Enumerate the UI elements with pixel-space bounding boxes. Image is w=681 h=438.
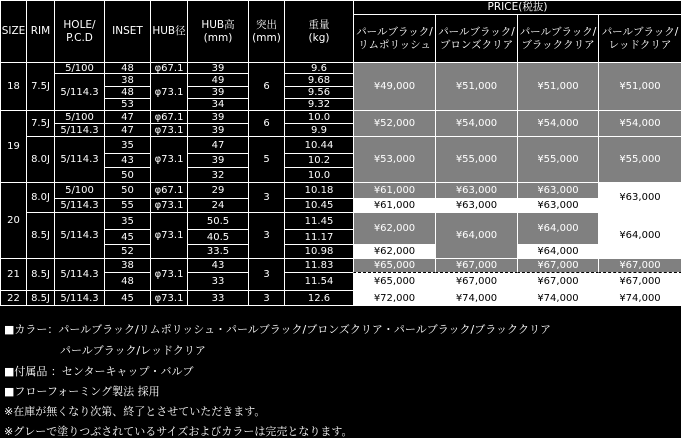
hub-height-cell: 43 [187, 258, 249, 273]
size-22: 22 [0, 290, 27, 306]
hub-diameter-cell: φ73.1 [150, 212, 188, 259]
weight-cell: 9.9 [284, 123, 354, 137]
note-stock: ※在庫が無くなり次第、終了とさせていただきます。 [4, 405, 266, 418]
hub-height-cell: 50.5 [187, 212, 249, 230]
pcd-cell: 5/114.3 [54, 290, 105, 306]
hub-height-cell: 39 [187, 123, 249, 137]
price-20a-r2-c1: ¥61,000 [353, 198, 436, 213]
hub-diameter-cell: φ73.1 [150, 136, 188, 183]
price-20b-c1: ¥62,000 [353, 212, 436, 245]
pcd-cell: 5/114.3 [54, 136, 105, 183]
weight-cell: 10.45 [284, 198, 354, 213]
header-color-2: パールブラック/ ブロンズクリア [435, 14, 518, 63]
header-inset: INSET [104, 0, 151, 63]
rim-18: 7.5J [26, 62, 55, 111]
price-21-r2-c2: ¥67,000 [435, 272, 518, 291]
weight-cell: 9.68 [284, 73, 354, 87]
price-19a-c4: ¥54,000 [598, 110, 681, 137]
price-21-r2-c3: ¥67,000 [517, 272, 599, 291]
price-20a-r1-c3: ¥63,000 [517, 182, 599, 199]
protrusion-cell: 6 [248, 62, 285, 111]
pcd-cell: 5/114.3 [54, 212, 105, 259]
hub-diameter-cell: φ73.1 [150, 258, 188, 291]
protrusion-cell: 3 [248, 182, 285, 213]
price-19b-c4: ¥55,000 [598, 136, 681, 183]
price-18-c4: ¥51,000 [598, 62, 681, 111]
weight-cell: 10.18 [284, 182, 354, 199]
hub-height-cell: 29 [187, 182, 249, 199]
protrusion-cell: 3 [248, 258, 285, 291]
price-21-r2-c1: ¥65,000 [353, 272, 436, 291]
price-20a-r1-c1: ¥61,000 [353, 182, 436, 199]
price-20a-r2-c3: ¥63,000 [517, 198, 599, 213]
price-19a-c1: ¥52,000 [353, 110, 436, 137]
size-18: 18 [0, 62, 27, 111]
rim-20b: 8.5J [26, 212, 55, 259]
weight-cell: 11.54 [284, 272, 354, 291]
rim-20a: 8.0J [26, 182, 55, 213]
hub-height-cell: 33 [187, 290, 249, 306]
inset-cell: 48 [104, 272, 151, 291]
rim-19b: 8.0J [26, 136, 55, 183]
price-19b-c1: ¥53,000 [353, 136, 436, 183]
pcd-cell: 5/114.3 [54, 258, 105, 291]
weight-cell: 12.6 [284, 290, 354, 306]
hub-height-cell: 34 [187, 98, 249, 111]
inset-cell: 45 [104, 229, 151, 245]
size-20: 20 [0, 182, 27, 259]
weight-cell: 9.6 [284, 62, 354, 74]
size-21: 21 [0, 258, 27, 291]
header-hub-height: HUB高 (mm) [187, 0, 249, 63]
inset-cell: 35 [104, 212, 151, 230]
header-color-3: パールブラック/ ブラッククリア [517, 14, 599, 63]
hub-diameter-cell: φ73.1 [150, 290, 188, 306]
pcd-cell: 5/114.3 [54, 73, 105, 111]
price-20b-c1-r3: ¥62,000 [353, 244, 436, 259]
price-18-c3: ¥51,000 [517, 62, 599, 111]
price-21-r1-c4: ¥67,000 [598, 258, 681, 273]
hub-diameter-cell: φ73.1 [150, 198, 188, 213]
rim-22: 8.5J [26, 290, 55, 306]
price-22-c1: ¥72,000 [353, 290, 436, 306]
weight-cell: 11.45 [284, 212, 354, 230]
inset-cell: 43 [104, 153, 151, 168]
pcd-cell: 5/100 [54, 110, 105, 124]
price-21-r2-c4: ¥67,000 [598, 272, 681, 291]
price-20a-r1-c2: ¥63,000 [435, 182, 518, 199]
hub-height-cell: 32 [187, 167, 249, 183]
hub-height-cell: 39 [187, 62, 249, 74]
weight-cell: 11.17 [284, 229, 354, 245]
weight-cell: 9.32 [284, 98, 354, 111]
price-18-c2: ¥51,000 [435, 62, 518, 111]
weight-cell: 10.98 [284, 244, 354, 259]
pcd-cell: 5/114.3 [54, 198, 105, 213]
notes-section [0, 319, 681, 438]
price-22-c4: ¥74,000 [598, 290, 681, 306]
hub-diameter-cell: φ67.1 [150, 62, 188, 74]
inset-cell: 48 [104, 62, 151, 74]
header-hub-diameter: HUB径 [150, 0, 188, 63]
weight-cell: 10.2 [284, 153, 354, 168]
header-color-1: パールブラック/ リムポリッシュ [353, 14, 436, 63]
price-18-c1: ¥49,000 [353, 62, 436, 111]
inset-cell: 35 [104, 136, 151, 154]
pcd-cell: 5/100 [54, 62, 105, 74]
protrusion-cell: 6 [248, 110, 285, 137]
price-19a-c3: ¥54,000 [517, 110, 599, 137]
header-price: PRICE(税抜) [353, 0, 681, 15]
note-gray-sold-out: ※グレーで塗りつぶされているサイズおよびカラーは完売となります。 [4, 425, 353, 438]
price-19b-c3: ¥55,000 [517, 136, 599, 183]
inset-cell: 52 [104, 244, 151, 259]
hub-height-cell: 39 [187, 86, 249, 99]
price-22-c3: ¥74,000 [517, 290, 599, 306]
hub-height-cell: 40.5 [187, 229, 249, 245]
pcd-cell: 5/114.3 [54, 123, 105, 137]
price-19a-c2: ¥54,000 [435, 110, 518, 137]
hub-diameter-cell: φ73.1 [150, 123, 188, 137]
inset-cell: 47 [104, 110, 151, 124]
price-21-r1-c3: ¥67,000 [517, 258, 599, 273]
header-size: SIZE [0, 0, 27, 63]
price-21-r1-c2: ¥67,000 [435, 258, 518, 273]
weight-cell: 10.0 [284, 110, 354, 124]
price-20b-c3-r3: ¥64,000 [517, 244, 599, 259]
inset-cell: 47 [104, 123, 151, 137]
price-22-c2: ¥74,000 [435, 290, 518, 306]
inset-cell: 45 [104, 290, 151, 306]
protrusion-cell: 5 [248, 136, 285, 183]
hub-height-cell: 33.5 [187, 244, 249, 259]
header-color-4: パールブラック/ レッドクリア [598, 14, 681, 63]
note-colors-cont: パールブラック/レッドクリア [60, 344, 206, 357]
price-19b-c2: ¥55,000 [435, 136, 518, 183]
price-20b-c4: ¥64,000 [598, 212, 681, 259]
inset-cell: 50 [104, 167, 151, 183]
note-flow-forming: ■フローフォーミング製法 採用 [4, 385, 160, 398]
price-21-r1-c1: ¥65,000 [353, 258, 436, 273]
rim-19a: 7.5J [26, 110, 55, 137]
hub-diameter-cell: φ73.1 [150, 73, 188, 111]
weight-cell: 10.0 [284, 167, 354, 183]
hub-height-cell: 39 [187, 153, 249, 168]
inset-cell: 53 [104, 98, 151, 111]
header-protrusion: 突出 (mm) [248, 0, 285, 63]
price-20b-c3: ¥64,000 [517, 212, 599, 245]
hub-height-cell: 39 [187, 110, 249, 124]
hub-height-cell: 33 [187, 272, 249, 291]
header-weight: 重量 (kg) [284, 0, 354, 63]
weight-cell: 11.83 [284, 258, 354, 273]
price-20a-r2-c2: ¥63,000 [435, 198, 518, 213]
weight-cell: 10.44 [284, 136, 354, 154]
header-rim: RIM [26, 0, 55, 63]
hub-height-cell: 49 [187, 73, 249, 87]
inset-cell: 55 [104, 198, 151, 213]
note-accessories: ■付属品 ：センターキャップ・バルブ [4, 365, 194, 378]
hub-height-cell: 24 [187, 198, 249, 213]
hub-height-cell: 47 [187, 136, 249, 154]
inset-cell: 38 [104, 73, 151, 87]
pcd-cell: 5/100 [54, 182, 105, 199]
weight-cell: 9.56 [284, 86, 354, 99]
rim-21: 8.5J [26, 258, 55, 291]
price-20a-c4: ¥63,000 [598, 182, 681, 213]
protrusion-cell: 3 [248, 290, 285, 306]
inset-cell: 50 [104, 182, 151, 199]
note-colors: ■カラー：パールブラック/リムポリッシュ・パールブラック/ブロンズクリア・パールブラック/ブラッククリア [4, 323, 551, 336]
price-20b-c2: ¥64,000 [435, 212, 518, 259]
header-hole-pcd: HOLE/ P.C.D [54, 0, 105, 63]
hub-diameter-cell: φ67.1 [150, 182, 188, 199]
size-19: 19 [0, 110, 27, 183]
inset-cell: 38 [104, 258, 151, 273]
protrusion-cell: 3 [248, 212, 285, 259]
hub-diameter-cell: φ67.1 [150, 110, 188, 124]
inset-cell: 48 [104, 86, 151, 99]
